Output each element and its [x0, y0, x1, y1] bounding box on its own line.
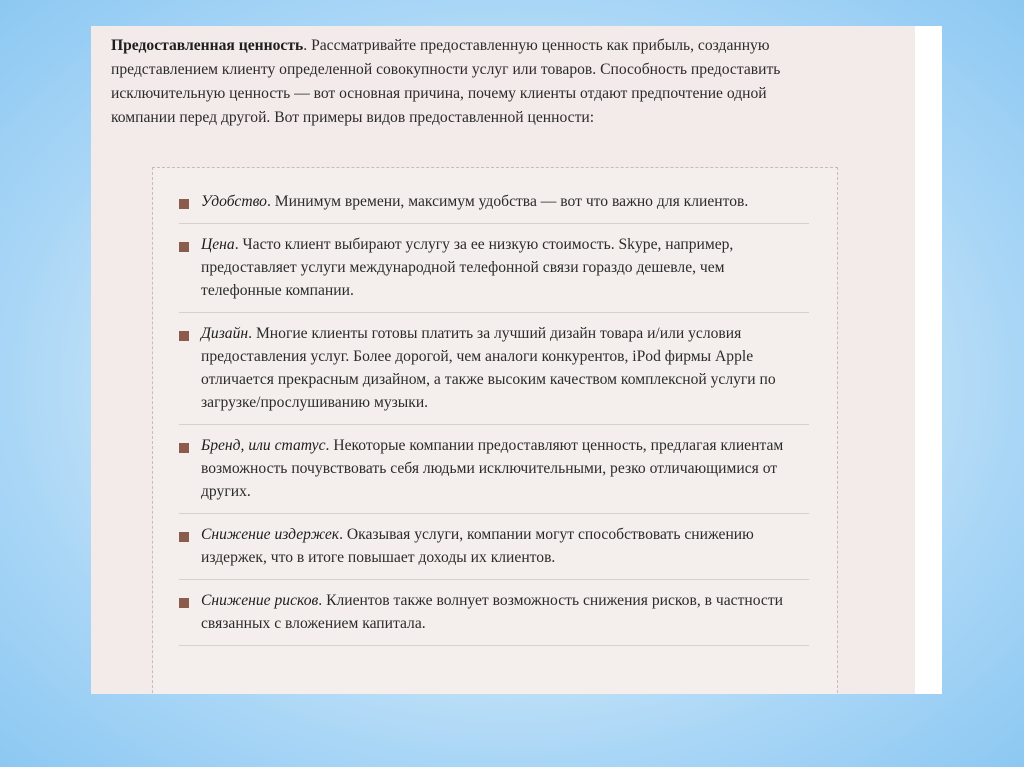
document-page — [91, 26, 915, 694]
item-text: . Минимум времени, максимум удобства — вот что важно для клиентов. — [266, 193, 749, 210]
item-text: . Многие клиенты готовы платить за лучший дизайн товара и/или условия предоставления услуг. Более дорогой, чем аналоги конкурентов, iPod фирмы Apple отличается прекрасным дизайном, а также высоким качеством комплексной услуги по загрузке/прослушиванию музыки. — [201, 325, 776, 411]
list-item-price — [179, 224, 809, 313]
item-term: Снижение издержек — [201, 526, 340, 543]
item-term: Снижение рисков — [201, 592, 319, 609]
item-term: Бренд, или статус — [201, 437, 326, 454]
list-item-design — [179, 313, 809, 425]
intro-paragraph — [111, 34, 831, 130]
item-term: Цена — [201, 236, 235, 253]
square-bullet-icon — [179, 242, 189, 252]
intro-text: . Рассматривайте предоставленную ценность как прибыль, созданную представлением клиенту определенной совокупности услуг или товаров. Способность предоставить исключительную ценность — вот основная причина, почему клиенты отдают предпочтение одной компании перед другой. Вот примеры видов предоставленной ценности: — [111, 37, 781, 126]
square-bullet-icon — [179, 443, 189, 453]
list-item-convenience — [179, 168, 809, 224]
item-text: . Некоторые компании предоставляют ценность, предлагая клиентам возможность почувствовать себя людьми исключительными, резко отличающимися от других. — [201, 437, 784, 500]
square-bullet-icon — [179, 532, 189, 542]
list-item-risk-reduction — [179, 580, 809, 646]
list-item-brand — [179, 425, 809, 514]
value-examples-list — [153, 168, 837, 646]
item-term: Дизайн — [201, 325, 249, 342]
item-term: Удобство — [201, 193, 267, 210]
intro-term: Предоставленная ценность — [111, 37, 304, 54]
item-text: . Оказывая услуги, компании могут способствовать снижению издержек, что в итоге повышает доходы их клиентов. — [201, 526, 754, 566]
examples-box — [152, 167, 838, 694]
square-bullet-icon — [179, 331, 189, 341]
list-item-cost-reduction — [179, 514, 809, 580]
item-text: . Клиентов также волнует возможность снижения рисков, в частности связанных с вложением капитала. — [201, 592, 784, 632]
square-bullet-icon — [179, 199, 189, 209]
square-bullet-icon — [179, 598, 189, 608]
item-text: . Часто клиент выбирают услугу за ее низкую стоимость. Skype, например, предоставляет услуги международной телефонной связи гораздо дешевле, чем телефонные компании. — [201, 236, 734, 299]
